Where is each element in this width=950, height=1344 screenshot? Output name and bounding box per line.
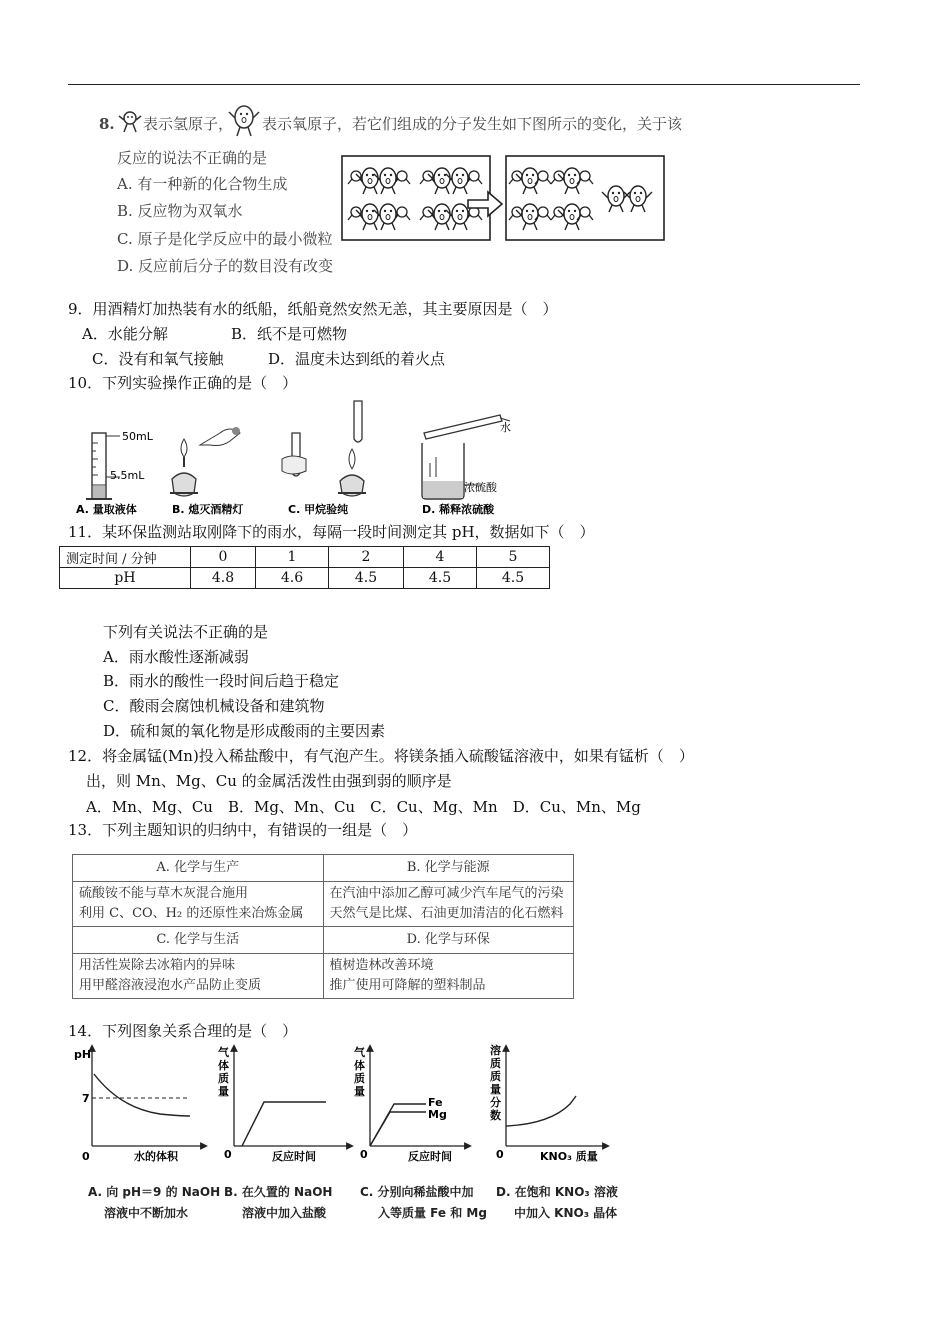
table-cell: 4.5 (477, 568, 550, 589)
q11-option-d: D．硫和氮的氧化物是形成酸雨的主要因素 (103, 722, 386, 740)
graph-d-xlabel: KNO₃ 质量 (540, 1150, 598, 1163)
q11-stem: 11．某环保监测站取刚降下的雨水，每隔一段时间测定其 pH，数据如下（ ） (68, 523, 595, 541)
q13-b1: 在汽油中添加乙醇可减少汽车尾气的污染 (329, 886, 564, 901)
caption-c: C. 甲烷验纯 (288, 503, 349, 516)
lab-operations-figure (70, 393, 530, 521)
graph-d (490, 1043, 606, 1163)
graph-a-ylabel: pH (74, 1048, 92, 1061)
table-cell: 4.5 (329, 568, 404, 589)
q11-option-c: C．酸雨会腐蚀机械设备和建筑物 (103, 697, 325, 715)
molecule-reaction-diagram (340, 152, 670, 244)
table-cell: B. 化学与能源 (323, 855, 574, 882)
q14-stem: 14．下列图象关系合理的是（ ） (68, 1022, 298, 1040)
table-cell: 1 (256, 547, 329, 568)
header-rule (68, 84, 860, 85)
q11-option-b: B．雨水的酸性一段时间后趋于稳定 (103, 672, 340, 690)
alcohol-lamp-icon (170, 427, 240, 496)
graph-figures (70, 1040, 620, 1170)
q13-c2: 用甲醛溶液浸泡水产品防止变质 (79, 978, 262, 993)
table-cell: 4.5 (404, 568, 477, 589)
graph-c-zero: 0 (360, 1148, 368, 1161)
q9-option-b: B．纸不是可燃物 (231, 325, 348, 343)
graph-c-y2: 体 (354, 1059, 365, 1072)
graph-b (218, 1045, 350, 1163)
q8-number: 8. (99, 115, 115, 133)
methane-test-icon (282, 401, 366, 496)
graph-d-curve (506, 1096, 576, 1126)
table-cell: C. 化学与生活 (73, 927, 324, 954)
q13-d2: 推广使用可降解的塑料制品 (329, 978, 486, 993)
graph-a-seven: 7 (82, 1092, 90, 1105)
q9-option-a: A．水能分解 (82, 325, 168, 343)
table-row (73, 882, 574, 927)
q8-option-b: B. 反应物为双氧水 (117, 202, 243, 220)
table-cell: 2 (329, 547, 404, 568)
graph-b-y2: 体 (218, 1059, 229, 1072)
graph-c-y1: 气 (354, 1046, 365, 1059)
q13-stem: 13．下列主题知识的归纳中，有错误的一组是（ ） (68, 821, 418, 839)
graph-d-y4: 量 (490, 1083, 501, 1096)
graph-a-zero: 0 (82, 1150, 90, 1163)
table-cell: 5 (477, 547, 550, 568)
q11-sub: 下列有关说法不正确的是 (103, 623, 269, 641)
q12-options: A．Mn、Mg、Cu B．Mg、Mn、Cu C．Cu、Mg、Mn D．Cu、Mn、Mg (86, 798, 641, 816)
graph-b-caption-1: B. 在久置的 NaOH (224, 1185, 333, 1199)
graph-b-y3: 质 (218, 1072, 229, 1085)
label-5.5ml: 5.5mL (110, 469, 145, 482)
graph-d-caption-2: 中加入 KNO₃ 晶体 (514, 1206, 618, 1220)
graph-a-caption-1: A. 向 pH＝9 的 NaOH (88, 1185, 221, 1199)
q8-stem-a: 表示氢原子， (143, 115, 234, 133)
graph-d-y6: 数 (490, 1109, 501, 1122)
q11-option-a: A．雨水酸性逐渐减弱 (103, 648, 249, 666)
q13-a1: 硫酸铵不能与草木灰混合施用 (79, 886, 249, 901)
table-cell: 4.8 (191, 568, 256, 589)
ph-table (59, 546, 550, 589)
graph-a-curve (94, 1074, 190, 1116)
table-row (60, 568, 550, 589)
graph-c-xlabel: 反应时间 (408, 1150, 452, 1163)
graph-b-zero: 0 (224, 1148, 232, 1161)
graph-a-xlabel: 水的体积 (134, 1150, 178, 1163)
q13-c1: 用活性炭除去冰箱内的异味 (79, 958, 236, 973)
table-row (60, 547, 550, 568)
graph-c-caption-1: C. 分别向稀盐酸中加 (360, 1185, 474, 1199)
graph-b-caption-2: 溶液中加入盐酸 (242, 1206, 327, 1220)
table-cell: 测定时间 / 分钟 (60, 547, 191, 568)
q9-stem: 9．用酒精灯加热装有水的纸船，纸船竟然安然无恙，其主要原因是（ ） (68, 300, 558, 318)
graph-c-caption-2: 入等质量 Fe 和 Mg (378, 1206, 487, 1220)
q10-stem: 10．下列实验操作正确的是（ ） (68, 374, 298, 392)
caption-d: D. 稀释浓硫酸 (422, 503, 495, 516)
table-cell: 4.6 (256, 568, 329, 589)
q12-line2: 出，则 Mn、Mg、Cu 的金属活泼性由强到弱的顺序是 (86, 772, 452, 790)
graph-d-y2: 质 (490, 1057, 501, 1070)
q8-option-c: C. 原子是化学反应中的最小微粒 (117, 230, 333, 248)
q13-b2: 天然气是比煤、石油更加清洁的化石燃料 (329, 906, 564, 921)
table-cell (323, 954, 574, 999)
graph-d-zero: 0 (496, 1148, 504, 1161)
q9-option-d: D．温度未达到纸的着火点 (268, 350, 446, 368)
table-cell (73, 954, 324, 999)
table-cell: pH (60, 568, 191, 589)
graph-c (354, 1045, 468, 1163)
graph-b-y1: 气 (218, 1046, 229, 1059)
graph-c-fe-line (370, 1104, 426, 1146)
table-cell (323, 882, 574, 927)
graph-a-caption-2: 溶液中不断加水 (104, 1206, 189, 1220)
graph-d-y3: 质 (490, 1070, 501, 1083)
graph-c-mg: Mg (428, 1108, 447, 1121)
graph-b-y4: 量 (218, 1085, 229, 1098)
q13-d1: 植树造林改善环境 (329, 958, 434, 973)
hydrogen-atom-icon (117, 108, 143, 136)
graph-a (74, 1048, 204, 1163)
graph-c-fe: Fe (428, 1096, 443, 1109)
graph-d-y1: 溶 (490, 1044, 501, 1057)
q8-stem-c: 反应的说法不正确的是 (117, 149, 268, 167)
graph-d-caption-1: D. 在饱和 KNO₃ 溶液 (496, 1185, 618, 1199)
caption-a: A. 量取液体 (76, 503, 137, 516)
graph-d-y5: 分 (490, 1096, 501, 1109)
q8-stem-b: 表示氧原子，若它们组成的分子发生如下图所示的变化，关于该 (262, 115, 683, 133)
table-row (73, 927, 574, 954)
graph-c-y4: 量 (354, 1085, 365, 1098)
table-cell (73, 882, 324, 927)
caption-b: B. 熄灭酒精灯 (172, 503, 244, 516)
graph-b-curve (242, 1102, 326, 1146)
table-row (73, 954, 574, 999)
table-row (73, 855, 574, 882)
label-50ml: 50mL (122, 430, 153, 443)
graph-c-mg-line (370, 1112, 426, 1146)
q8-option-d: D. 反应前后分子的数目没有改变 (117, 257, 334, 275)
label-conc-acid: 浓硫酸 (464, 481, 497, 494)
label-water: 水 (500, 421, 511, 434)
knowledge-table (72, 854, 574, 999)
table-cell: 0 (191, 547, 256, 568)
q8-option-a: A. 有一种新的化合物生成 (117, 175, 288, 193)
q13-a2: 利用 C、CO、H₂ 的还原性来冶炼金属 (79, 906, 304, 921)
table-cell: A. 化学与生产 (73, 855, 324, 882)
q9-option-c: C．没有和氧气接触 (92, 350, 224, 368)
table-cell: 4 (404, 547, 477, 568)
graduated-cylinder-icon (86, 433, 120, 499)
q12-line1: 12．将金属锰(Mn)投入稀盐酸中，有气泡产生。将镁条插入硫酸锰溶液中，如果有锰析（ ） (68, 747, 694, 765)
graph-b-xlabel: 反应时间 (272, 1150, 316, 1163)
graph-c-y3: 质 (354, 1072, 365, 1085)
table-cell: D. 化学与环保 (323, 927, 574, 954)
oxygen-atom-icon (226, 104, 262, 138)
